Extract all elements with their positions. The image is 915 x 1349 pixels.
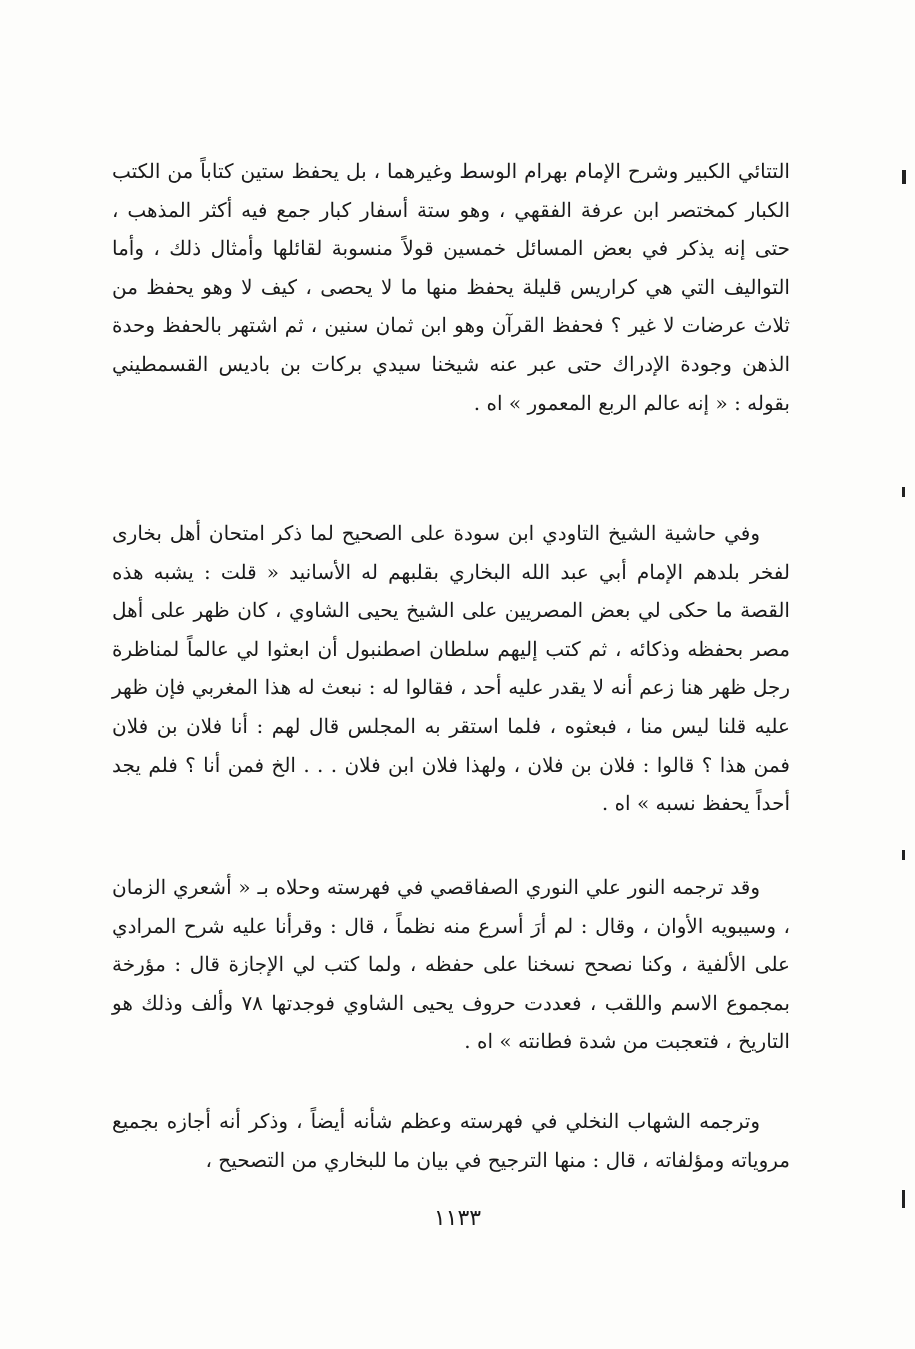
margin-mark [902,170,906,184]
paragraph-3: وقد ترجمه النور علي النوري الصفاقصي في فهرسته وحلاه بـ « أشعري الزمان ، وسيبويه الأوان ، وقال : لم أرَ أسرع منه نظماً ، قال : وقرأنا عليه شرح المرادي على الألفية ، وكنا نصحح نسخنا على حفظه ، ولما كتب لي الإجازة قال : مؤرخة بمجموع الاسم واللقب ، فعددت حروف يحيى الشاوي فوجدتها ٧٨ وألف وذلك هو التاريخ ، فتعجبت من شدة فطانته » اه . [112,875,790,1054]
margin-mark [902,487,905,497]
paragraph-4: وترجمه الشهاب النخلي في فهرسته وعظم شأنه أيضاً ، وذكر أنه أجازه بجميع مروياته ومؤلفاته ، قال : منها الترجيح في بيان ما للبخاري من التصحيح ، [112,1109,790,1172]
page-number: ١١٣٣ [433,1206,482,1231]
margin-mark [902,850,905,860]
paragraph-1: التتائي الكبير وشرح الإمام بهرام الوسط وغيرهما ، بل يحفظ ستين كتاباً من الكتب الكبار كمختصر ابن عرفة الفقهي ، وهو ستة أسفار كبار جمع فيه أكثر المذهب ، حتى إنه يذكر في بعض المسائل خمسين قولاً منسوبة لقائلها وأمثال ذلك ، وأما التواليف التي هي كراريس قليلة يحفظ منها ما لا يحصى ، كيف لا وهو يحفظ من ثلاث عرضات لا غير ؟ فحفظ القرآن وهو ابن ثمان سنين ، ثم اشتهر بالحفظ وحدة الذهن وجودة الإدراك حتى عبر عنه شيخنا سيدي بركات بن باديس القسمطيني بقوله : « إنه عالم الربع المعمور » اه . [112,159,791,415]
page-body [112,152,790,1252]
margin-mark [902,1190,905,1208]
paragraph-2: وفي حاشية الشيخ التاودي ابن سودة على الصحيح لما ذكر امتحان أهل بخارى لفخر بلدهم الإمام أبي عبد الله البخاري بقلبهم له الأسانيد « قلت : يشبه هذه القصة ما حكى لي بعض المصريين على الشيخ يحيى الشاوي ، كان ظهر على أهل مصر بحفظه وذكائه ، ثم كتب إليهم سلطان اصطنبول أن ابعثوا لي عالماً لمناظرة رجل ظهر هنا زعم أنه لا يقدر عليه أحد ، فقالوا له : نبعث له هذا المغربي فإن ظهر عليه قلنا ليس منا ، فبعثوه ، فلما استقر به المجلس قال لهم : أنا فلان بن فلان فمن هذا ؟ قالوا : فلان بن فلان ، ولهذا فلان ابن فلان . . . الخ فمن أنا ؟ فلم يجد أحداً يحفظ نسبه » اه . [112,521,790,816]
